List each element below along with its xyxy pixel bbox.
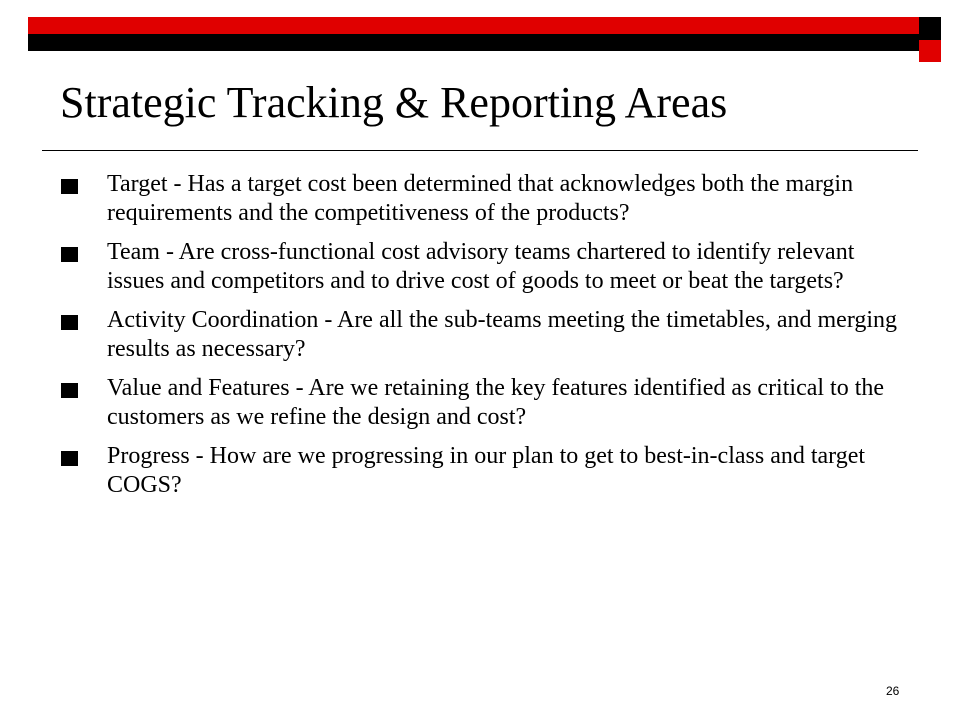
- square-bullet-icon: [61, 179, 78, 194]
- bullet-item-target: [59, 170, 899, 228]
- square-bullet-icon: [61, 247, 78, 262]
- header-banner-red-bar: [28, 17, 941, 34]
- header-banner-black-bar: [28, 34, 941, 51]
- square-bullet-icon: [61, 451, 78, 466]
- bullet-item-team: [59, 238, 899, 296]
- bullet-text: Progress - How are we progressing in our plan to get to best-in-class and target COGS?: [107, 443, 866, 498]
- slide-title: Strategic Tracking & Reporting Areas: [60, 78, 728, 127]
- bullet-item-progress: [59, 442, 899, 500]
- square-bullet-icon: [61, 315, 78, 330]
- bullet-text: Value and Features - Are we retaining the key features identified as critical to the customers as we refine the design and cost?: [107, 375, 885, 430]
- page-number: 26: [886, 684, 900, 698]
- bullet-text: Team - Are cross-functional cost advisory teams chartered to identify relevant issues and competitors and to drive cost of goods to meet or beat the targets?: [107, 239, 855, 294]
- bullet-list: [59, 170, 899, 510]
- bullet-item-activity-coordination: [59, 306, 899, 364]
- header-corner-red-block: [919, 40, 941, 62]
- square-bullet-icon: [61, 383, 78, 398]
- header-corner-black-block: [919, 17, 941, 34]
- bullet-text: Target - Has a target cost been determined that acknowledges both the margin requirements and the competitiveness of the products?: [107, 171, 854, 226]
- title-divider: [42, 150, 918, 151]
- bullet-text: Activity Coordination - Are all the sub-teams meeting the timetables, and merging results as necessary?: [107, 307, 898, 362]
- bullet-item-value-and-features: [59, 374, 899, 432]
